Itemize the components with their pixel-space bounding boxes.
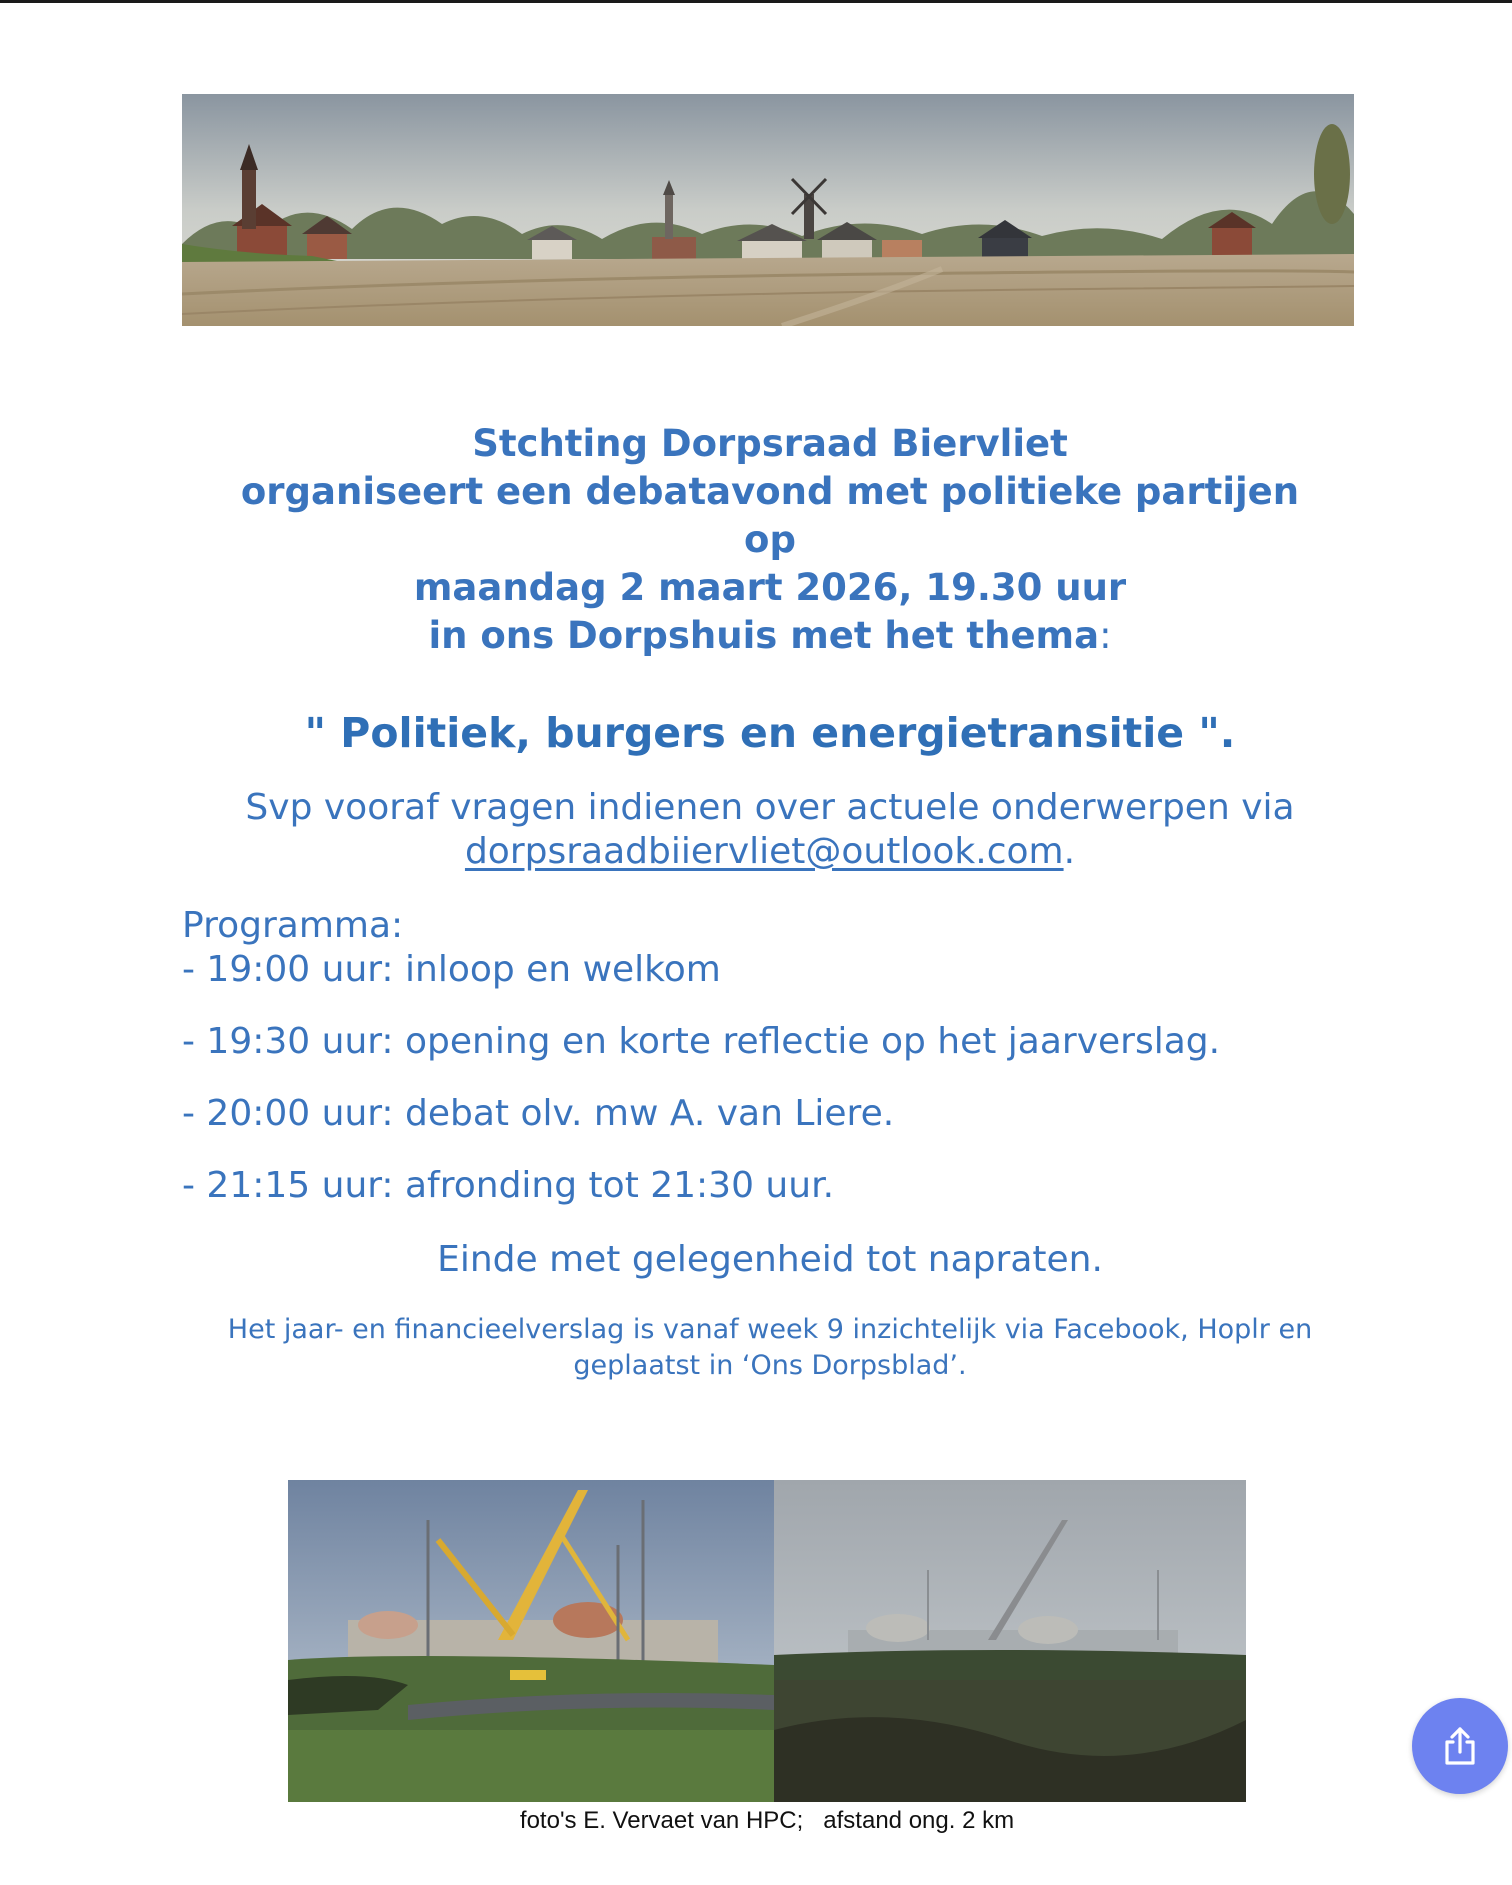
share-button[interactable] bbox=[1412, 1698, 1508, 1794]
intro-sentence: Svp vooraf vragen indienen over actuele onderwerpen via bbox=[245, 787, 1295, 828]
program-item: - 19:30 uur: opening en korte reflectie op het jaarverslag. bbox=[182, 1021, 1221, 1062]
heading-organises: organiseert een debatavond met politieke partijen bbox=[240, 470, 1300, 513]
annual-report-note bbox=[180, 1312, 1360, 1384]
construction-photos bbox=[288, 1480, 1246, 1802]
heading-on: op bbox=[744, 518, 796, 561]
program-item: - 19:00 uur: inloop en welkom bbox=[182, 949, 721, 990]
program-list bbox=[182, 904, 1382, 1208]
heading-colon: : bbox=[1099, 614, 1112, 657]
event-heading bbox=[120, 420, 1420, 660]
program-item: - 21:15 uur: afronding tot 21:30 uur. bbox=[182, 1165, 835, 1206]
heading-location-text: in ons Dorpshuis met het thema bbox=[428, 614, 1100, 657]
note-line-1: Het jaar- en financieelverslag is vanaf week 9 inzichtelijk via Facebook, Hoplr en bbox=[227, 1314, 1313, 1345]
banner-image bbox=[182, 94, 1354, 326]
heading-organisation: Stchting Dorpsraad Biervliet bbox=[472, 422, 1068, 465]
theme-title: " Politiek, burgers en energietransitie ". bbox=[304, 709, 1236, 757]
program-item: - 20:00 uur: debat olv. mw A. van Liere. bbox=[182, 1093, 895, 1134]
top-border bbox=[0, 0, 1512, 3]
closing-text: Einde met gelegenheid tot napraten. bbox=[437, 1239, 1103, 1280]
note-line-2: geplaatst in ‘Ons Dorpsblad’. bbox=[573, 1350, 967, 1381]
heading-location bbox=[120, 612, 1420, 660]
heading-date: maandag 2 maart 2026, 19.30 uur bbox=[413, 566, 1127, 609]
intro-email-line bbox=[120, 830, 1420, 874]
email-link[interactable]: dorpsraadbiiervliet@outlook.com bbox=[464, 831, 1064, 872]
share-icon bbox=[1438, 1724, 1482, 1768]
intro-period: . bbox=[1063, 831, 1076, 872]
program-title: Programma: bbox=[182, 905, 404, 946]
photo-caption: foto's E. Vervaet van HPC; afstand ong. 2 km bbox=[519, 1807, 1015, 1834]
intro-text bbox=[120, 786, 1420, 874]
